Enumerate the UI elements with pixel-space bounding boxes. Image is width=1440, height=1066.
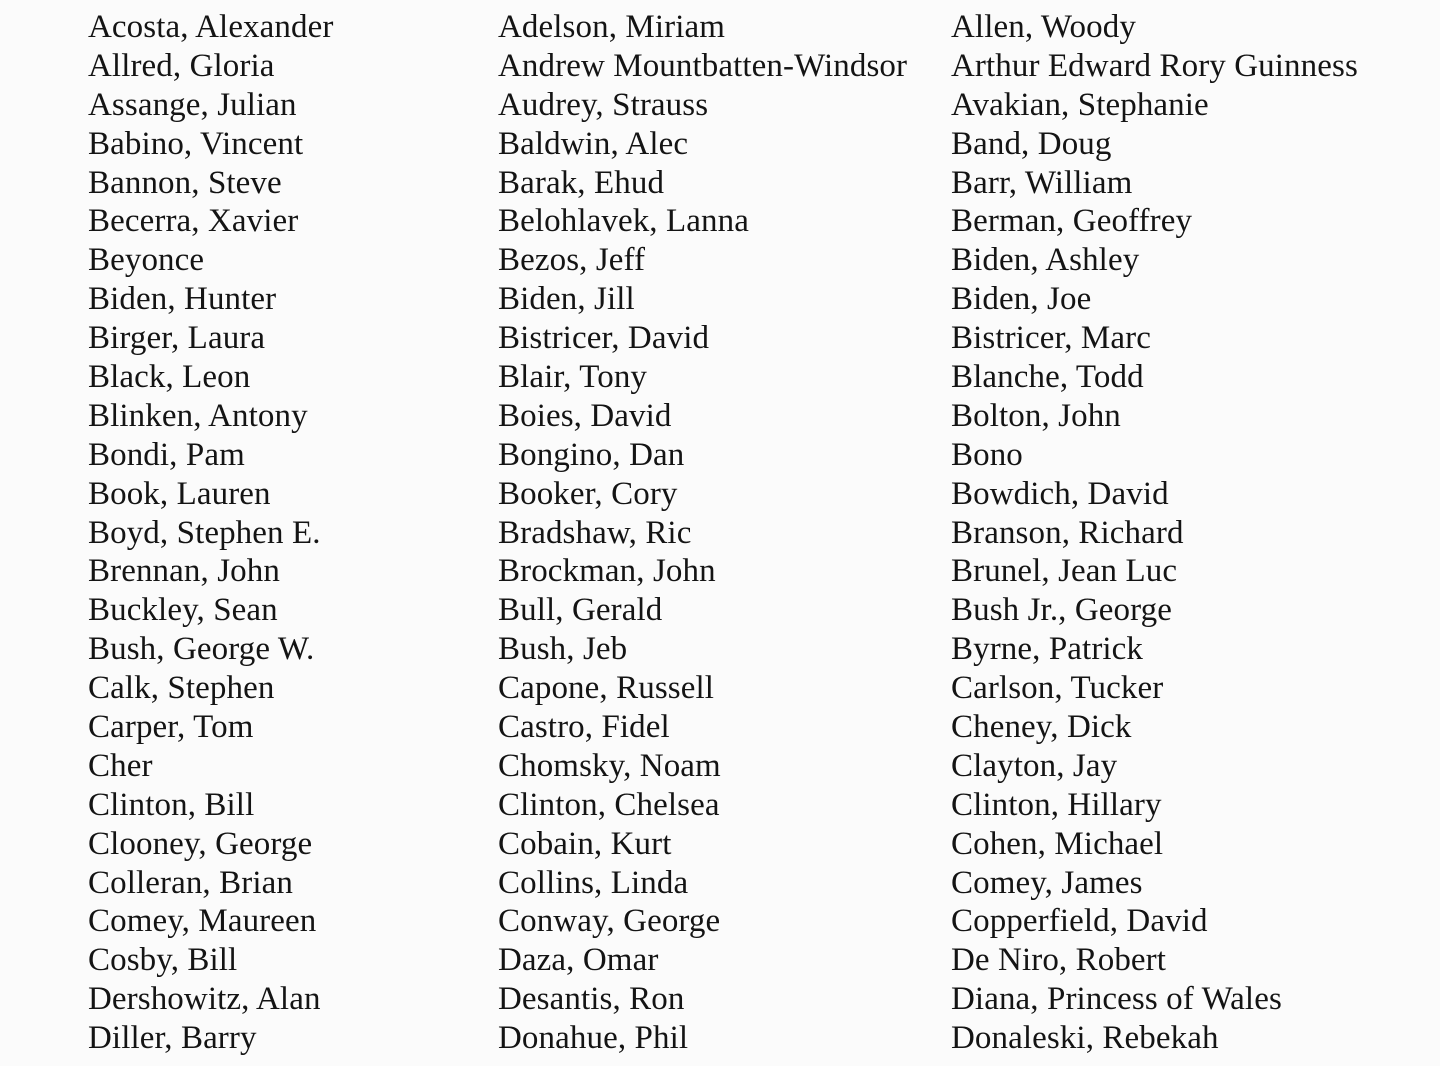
name-entry: Bistricer, David: [498, 320, 710, 357]
name-entry: Bondi, Pam: [88, 436, 245, 473]
name-entry: Birger, Laura: [88, 320, 266, 357]
name-entry: Audrey, Strauss: [498, 86, 709, 123]
name-entry: Belohlavek, Lanna: [498, 203, 749, 240]
name-entry: Band, Doug: [951, 125, 1112, 162]
name-entry: Clinton, Chelsea: [498, 786, 720, 823]
name-entry: Buckley, Sean: [88, 592, 278, 629]
name-entry: Donahue, Phil: [498, 1020, 689, 1057]
name-entry: Acosta, Alexander: [88, 9, 334, 45]
name-entry: Chomsky, Noam: [498, 747, 721, 784]
name-entry: Clinton, Hillary: [951, 786, 1162, 823]
name-entry: Black, Leon: [88, 359, 251, 396]
name-entry: Comey, Maureen: [88, 903, 317, 940]
name-entry: Barak, Ehud: [498, 164, 665, 201]
name-entry: Cheney, Dick: [951, 709, 1132, 746]
name-entry: Cobain, Kurt: [498, 825, 672, 862]
name-entry: Biden, Joe: [951, 281, 1092, 318]
name-entry: Bannon, Steve: [88, 164, 282, 201]
name-entry: Daza, Omar: [498, 942, 659, 979]
name-entry: Bush, George W.: [88, 631, 315, 668]
name-entry: Bradshaw, Ric: [498, 514, 692, 551]
name-entry: Calk, Stephen: [88, 670, 275, 707]
name-entry: Donaleski, Rebekah: [951, 1020, 1219, 1057]
name-entry: Barr, William: [951, 164, 1133, 201]
name-entry: Colleran, Brian: [88, 864, 293, 901]
name-entry: Berman, Geoffrey: [951, 203, 1193, 240]
name-entry: Dershowitz, Alan: [88, 981, 321, 1018]
name-entry: Booker, Cory: [498, 475, 678, 512]
name-entry: Blinken, Antony: [88, 397, 308, 434]
name-entry: Allred, Gloria: [88, 47, 275, 84]
name-entry: Babino, Vincent: [88, 125, 304, 162]
name-entry: Blanche, Todd: [951, 359, 1144, 396]
name-entry: Bull, Gerald: [498, 592, 663, 629]
name-entry: De Niro, Robert: [951, 942, 1167, 979]
name-entry: Comey, James: [951, 864, 1143, 901]
name-entry: Collins, Linda: [498, 864, 689, 901]
name-entry: Biden, Jill: [498, 281, 635, 318]
name-entry: Desantis, Ron: [498, 981, 685, 1018]
name-entry: Biden, Ashley: [951, 242, 1140, 279]
name-entry: Blair, Tony: [498, 359, 648, 396]
name-entry: Copperfield, David: [951, 903, 1208, 940]
name-entry: Diller, Barry: [88, 1020, 257, 1057]
name-entry: Adelson, Miriam: [498, 9, 725, 45]
name-entry: Cosby, Bill: [88, 942, 238, 979]
name-entry: Branson, Richard: [951, 514, 1184, 551]
name-entry: Becerra, Xavier: [88, 203, 299, 240]
name-entry: Castro, Fidel: [498, 709, 670, 746]
name-entry: Bush, Jeb: [498, 631, 628, 668]
name-entry: Clayton, Jay: [951, 747, 1118, 784]
name-entry: Biden, Hunter: [88, 281, 277, 318]
name-entry: Brennan, John: [88, 553, 280, 590]
name-entry: Bowdich, David: [951, 475, 1169, 512]
name-column-2: [498, 8, 907, 1058]
name-entry: Assange, Julian: [88, 86, 297, 123]
name-entry: Carlson, Tucker: [951, 670, 1164, 707]
name-entry: Brockman, John: [498, 553, 716, 590]
name-entry: Book, Lauren: [88, 475, 271, 512]
name-entry: Bongino, Dan: [498, 436, 685, 473]
name-entry: Byrne, Patrick: [951, 631, 1144, 668]
name-column-1: [88, 8, 333, 1058]
name-entry: Arthur Edward Rory Guinness: [951, 47, 1358, 84]
name-entry: Diana, Princess of Wales: [951, 981, 1282, 1018]
name-entry: Boyd, Stephen E.: [88, 514, 321, 551]
name-entry: Avakian, Stephanie: [951, 86, 1209, 123]
name-entry: Allen, Woody: [951, 9, 1136, 45]
name-entry: Clinton, Bill: [88, 786, 255, 823]
name-entry: Cher: [88, 747, 153, 784]
name-entry: Clooney, George: [88, 825, 313, 862]
name-entry: Bush Jr., George: [951, 592, 1172, 629]
name-entry: Carper, Tom: [88, 709, 254, 746]
name-column-3: [951, 8, 1358, 1058]
name-entry: Baldwin, Alec: [498, 125, 689, 162]
name-entry: Boies, David: [498, 397, 672, 434]
name-entry: Bezos, Jeff: [498, 242, 646, 279]
name-entry: Bistricer, Marc: [951, 320, 1151, 357]
name-entry: Bono: [951, 436, 1023, 473]
name-entry: Bolton, John: [951, 397, 1121, 434]
name-entry: Brunel, Jean Luc: [951, 553, 1178, 590]
name-entry: Cohen, Michael: [951, 825, 1164, 862]
name-entry: Beyonce: [88, 242, 205, 279]
name-entry: Capone, Russell: [498, 670, 714, 707]
name-entry: Conway, George: [498, 903, 721, 940]
name-entry: Andrew Mountbatten-Windsor: [498, 47, 908, 84]
